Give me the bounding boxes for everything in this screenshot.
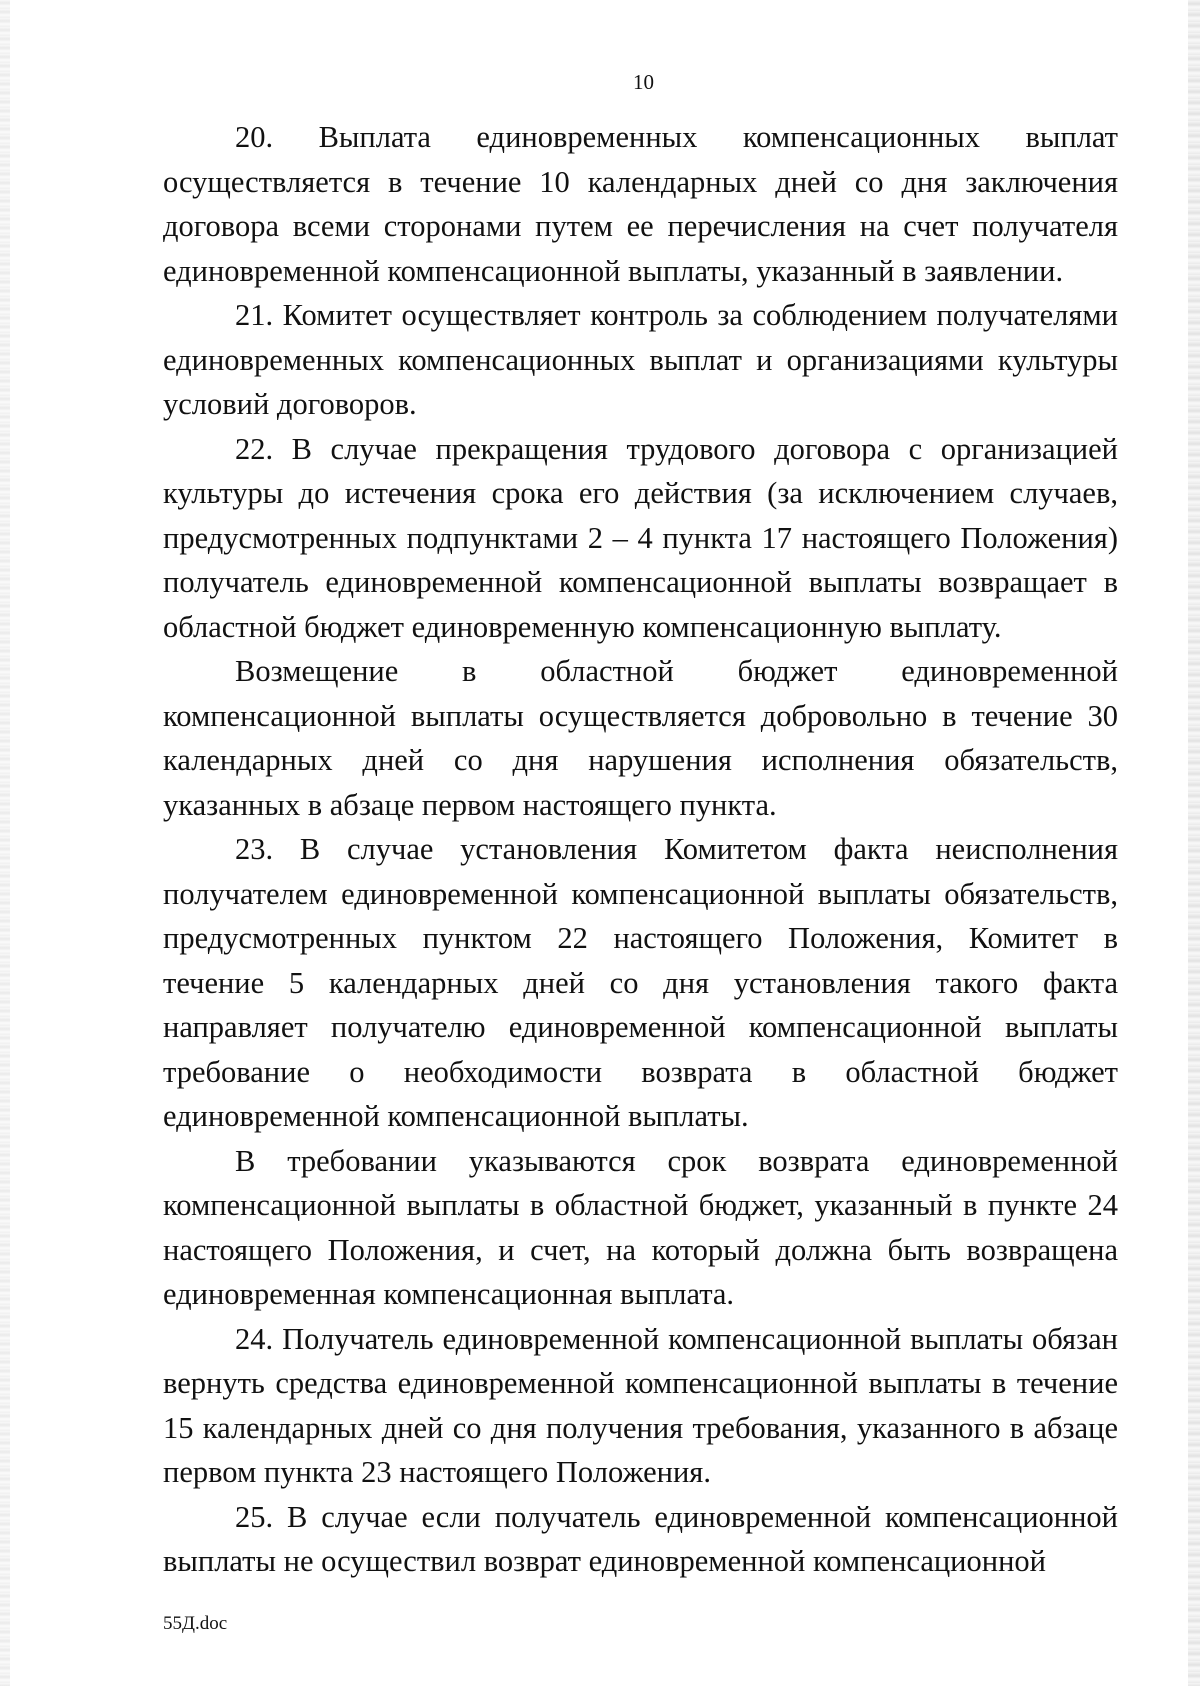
scan-edge-right xyxy=(1188,0,1200,1686)
paragraph-22-reimbursement: Возмещение в областной бюджет единовременной компенсационной выплаты осуществляется добровольно в течение 30 календарных дней со дня нарушения исполнения обязательств, указанных в абзаце первом настоящего пункта. xyxy=(163,654,1118,822)
paragraph-23-requirement: В требовании указываются срок возврата единовременной компенсационной выплаты в областной бюджет, указанный в пункте 24 настоящего Положения, и счет, на который должна быть возвращена единовременная компенсационная выплата. xyxy=(163,1143,1118,1311)
paragraph-22: 22. В случае прекращения трудового договора с организацией культуры до истечения срока его действия (за исключением случаев, предусмотренных подпунктами 2 – 4 пункта 17 настоящего Положения) получатель единовременной компенсационной выплаты возвращает в областной бюджет единовременную компенсационную выплату. xyxy=(163,431,1118,644)
paragraph-25: 25. В случае если получатель единовременной компенсационной выплаты не осуществил возврат единовременной компенсационной xyxy=(163,1499,1118,1578)
document-body xyxy=(163,115,1118,1584)
paragraph-21: 21. Комитет осуществляет контроль за соблюдением получателями единовременных компенсационных выплат и организациями культуры условий договоров. xyxy=(163,298,1118,421)
paragraph-24: 24. Получатель единовременной компенсационной выплаты обязан вернуть средства единовременной компенсационной выплаты в течение 15 календарных дней со дня получения требования, указанного в абзаце первом пункта 23 настоящего Положения. xyxy=(163,1321,1118,1489)
paragraph-20: 20. Выплата единовременных компенсационных выплат осуществляется в течение 10 календарных дней со дня заключения договора всеми сторонами путем ее перечисления на счет получателя единовременной компенсационной выплаты, указанный в заявлении. xyxy=(163,120,1118,288)
page-number: 10 xyxy=(633,70,654,94)
footer-filename: 55Д.doc xyxy=(163,1613,228,1634)
scan-edge-left xyxy=(0,0,10,1686)
paragraph-23: 23. В случае установления Комитетом факта неисполнения получателем единовременной компенсационной выплаты обязательств, предусмотренных пунктом 22 настоящего Положения, Комитет в течение 5 календарных дней со дня установления такого факта направляет получателю единовременной компенсационной выплаты требование о необходимости возврата в областной бюджет единовременной компенсационной выплаты. xyxy=(163,832,1118,1133)
